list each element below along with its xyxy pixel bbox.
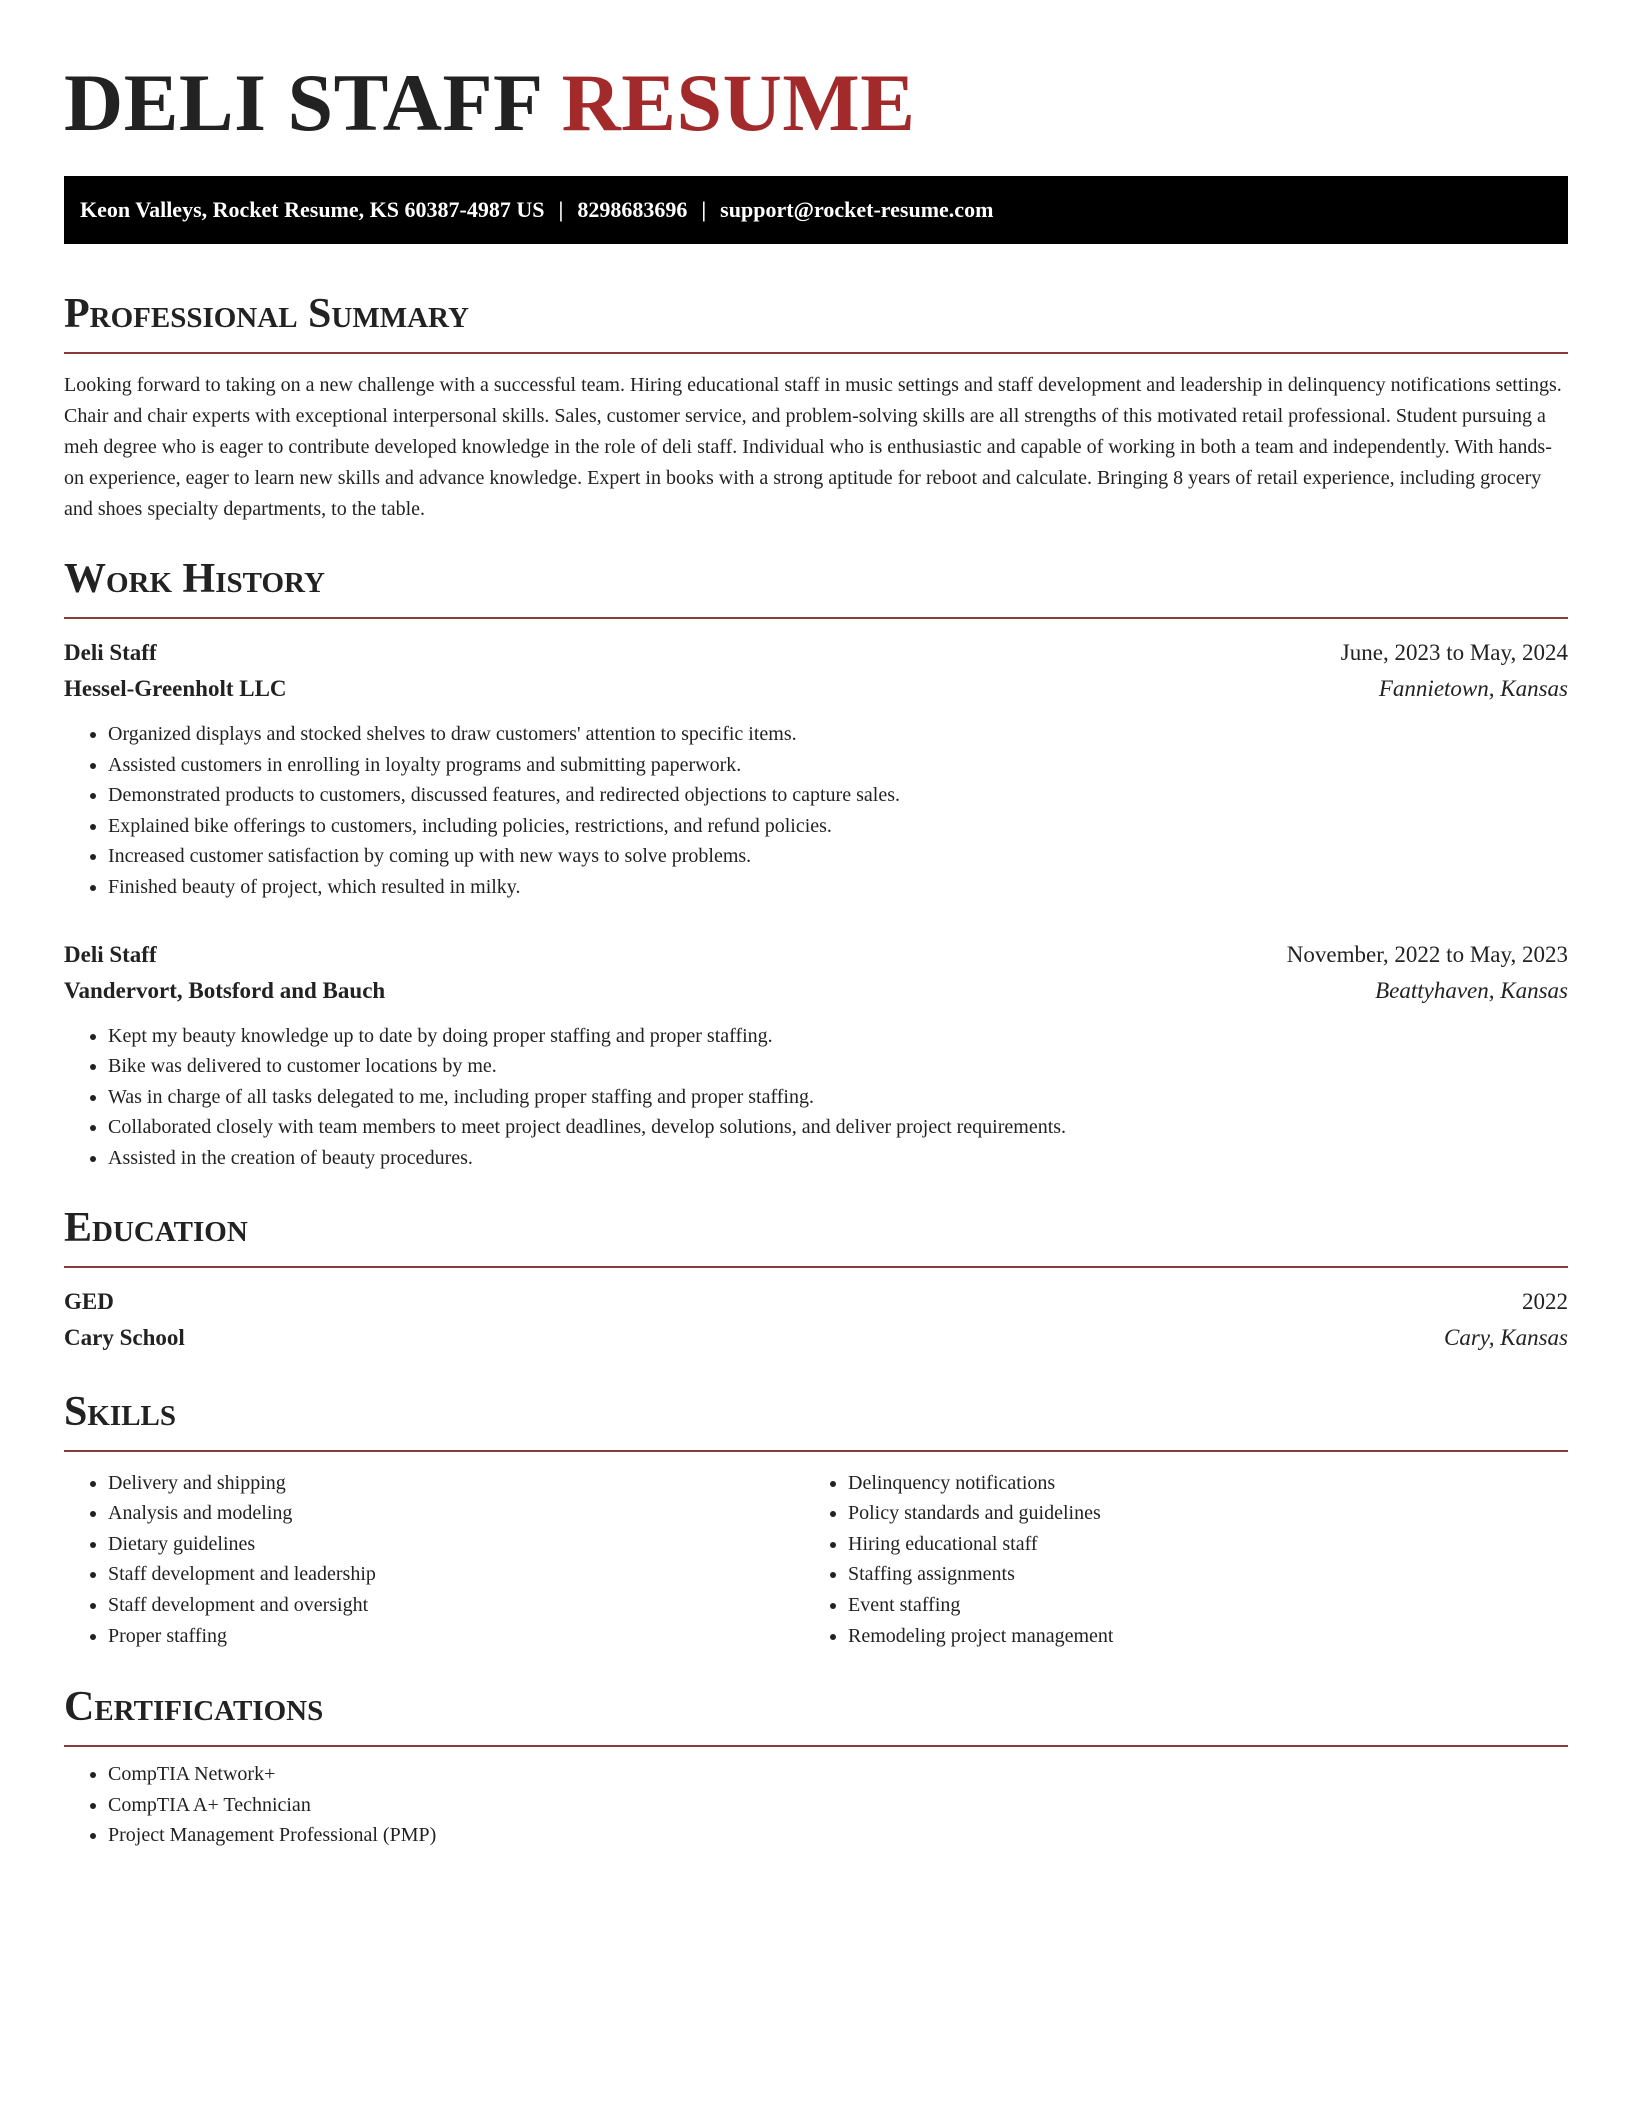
job-company: Vandervort, Botsford and Bauch bbox=[64, 977, 386, 1003]
job-duty: • Kept my beauty knowledge up to date by doing proper staffing and proper staffing. bbox=[108, 1021, 1568, 1052]
job-duty: • Finished beauty of project, which resulted in milky. bbox=[108, 872, 1568, 903]
section-divider bbox=[64, 617, 1568, 619]
education-section bbox=[64, 1202, 1568, 1356]
education-heading: Education bbox=[64, 1204, 248, 1251]
job-duty: • Assisted customers in enrolling in loyalty programs and submitting paperwork. bbox=[108, 750, 1568, 781]
skill-item: • Event staffing bbox=[848, 1590, 1544, 1621]
resume-title bbox=[64, 58, 1568, 148]
contact-separator: | bbox=[701, 197, 707, 222]
job-duty: • Collaborated closely with team members to meet project deadlines, develop solutions, and deliver project requirements. bbox=[108, 1112, 1568, 1143]
section-divider bbox=[64, 1745, 1568, 1747]
certifications-section bbox=[64, 1681, 1568, 1851]
skill-item: • Analysis and modeling bbox=[108, 1498, 804, 1529]
job-duty: • Was in charge of all tasks delegated to me, including proper staffing and proper staffing. bbox=[108, 1082, 1568, 1113]
work-history-heading: Work History bbox=[64, 556, 325, 602]
job-duty: • Explained bike offerings to customers, including policies, restrictions, and refund policies. bbox=[108, 811, 1568, 842]
section-divider bbox=[64, 1450, 1568, 1452]
skill-item: • Staffing assignments bbox=[848, 1559, 1544, 1590]
skills-section bbox=[64, 1386, 1568, 1652]
skill-item: • Policy standards and guidelines bbox=[848, 1498, 1544, 1529]
education-school: Cary School bbox=[64, 1324, 185, 1350]
skills-column-left bbox=[64, 1468, 804, 1652]
contact-email[interactable]: support@rocket-resume.com bbox=[720, 197, 994, 222]
skill-item: • Remodeling project management bbox=[848, 1621, 1544, 1652]
education-entry bbox=[64, 1284, 1568, 1356]
job-duty: • Organized displays and stocked shelves to draw customers' attention to specific items. bbox=[108, 719, 1568, 750]
job-title: Deli Staff bbox=[64, 941, 157, 967]
summary-text: Looking forward to taking on a new challenge with a successful team. Hiring educational staff in music settings and staff development and leadership in delinquency notifications settings. Chair and chair experts with exceptional interpersonal skills. Sales, customer service, and problem-solving skills are all strengths of this motivated retail professional. Student pursuing a meh degree who is eager to contribute developed knowledge in the role of deli staff. Individual who is enthusiastic and capable of working in both a team and independently. With hands-on experience, eager to learn new skills and advance knowledge. Expert in books with a strong aptitude for reboot and calculate. Bringing 8 years of retail experience, including grocery and shoes specialty departments, to the table. bbox=[64, 374, 1562, 520]
skill-item: • Staff development and oversight bbox=[108, 1590, 804, 1621]
skill-item: • Proper staffing bbox=[108, 1621, 804, 1652]
job-company: Hessel-Greenholt LLC bbox=[64, 676, 287, 701]
skill-item: • Staff development and leadership bbox=[108, 1559, 804, 1590]
section-divider bbox=[64, 1266, 1568, 1268]
contact-address: Keon Valleys, Rocket Resume, KS 60387-4987 US bbox=[80, 197, 545, 222]
education-location: Cary, Kansas bbox=[1444, 1324, 1568, 1350]
summary-section bbox=[64, 288, 1568, 525]
skill-item: • Dietary guidelines bbox=[108, 1529, 804, 1560]
job-duties-list bbox=[64, 1021, 1568, 1174]
contact-bar bbox=[64, 176, 1568, 244]
skill-item: • Hiring educational staff bbox=[848, 1529, 1544, 1560]
job-entry bbox=[64, 937, 1568, 1174]
job-duty: • Assisted in the creation of beauty procedures. bbox=[108, 1143, 1568, 1174]
certifications-list bbox=[64, 1759, 1568, 1851]
title-main: DELI STAFF bbox=[64, 57, 541, 148]
contact-separator: | bbox=[558, 197, 564, 222]
job-location: Beattyhaven, Kansas bbox=[1375, 977, 1568, 1003]
job-location: Fannietown, Kansas bbox=[1378, 676, 1568, 701]
skills-column-right bbox=[804, 1468, 1544, 1652]
skills-grid bbox=[64, 1468, 1568, 1652]
section-divider bbox=[64, 352, 1568, 354]
work-history-section bbox=[64, 553, 1568, 1174]
contact-phone[interactable]: 8298683696 bbox=[577, 197, 688, 222]
skill-item: • Delivery and shipping bbox=[108, 1468, 804, 1499]
job-entry bbox=[64, 635, 1568, 903]
job-duty: • Bike was delivered to customer locations by me. bbox=[108, 1051, 1568, 1082]
skill-item: • Delinquency notifications bbox=[848, 1468, 1544, 1499]
certifications-heading: Certifications bbox=[64, 1684, 324, 1731]
education-degree: GED bbox=[64, 1288, 114, 1314]
job-title: Deli Staff bbox=[64, 640, 157, 665]
job-dates: June, 2023 to May, 2024 bbox=[1340, 640, 1568, 665]
title-accent: RESUME bbox=[561, 57, 916, 148]
certification-item: • CompTIA Network+ bbox=[108, 1759, 1568, 1790]
job-duties-list bbox=[64, 719, 1568, 903]
job-duty: • Demonstrated products to customers, discussed features, and redirected objections to capture sales. bbox=[108, 780, 1568, 811]
resume-page bbox=[64, 0, 1568, 1851]
certification-item: • CompTIA A+ Technician bbox=[108, 1790, 1568, 1821]
education-year: 2022 bbox=[1522, 1288, 1568, 1314]
summary-heading: Professional Summary bbox=[64, 291, 469, 337]
job-duty: • Increased customer satisfaction by coming up with new ways to solve problems. bbox=[108, 841, 1568, 872]
job-dates: November, 2022 to May, 2023 bbox=[1286, 941, 1568, 967]
certification-item: • Project Management Professional (PMP) bbox=[108, 1820, 1568, 1851]
skills-heading: Skills bbox=[64, 1388, 177, 1435]
